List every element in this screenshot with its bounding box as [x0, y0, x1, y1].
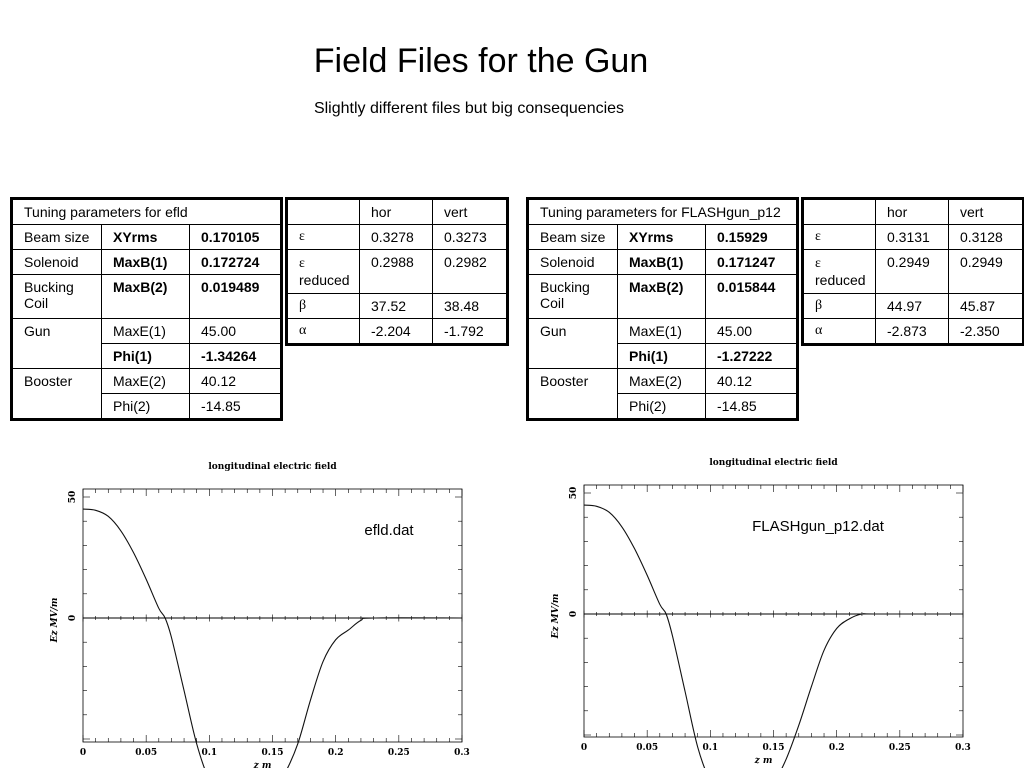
epsilon-symbol: ε: [287, 225, 360, 250]
x-tick-label: 0.15: [762, 743, 785, 753]
header-empty-cell: [287, 199, 360, 225]
efld-params-table: [10, 197, 283, 421]
beta-symbol: β: [287, 294, 360, 319]
x-tick-label: 0.05: [135, 748, 158, 758]
param-value: -14.85: [706, 394, 798, 420]
row-label: Solenoid: [12, 250, 102, 275]
x-tick-label: 0.2: [327, 748, 344, 758]
column-header: vert: [949, 199, 1024, 225]
row-label: Bucking Coil: [12, 275, 102, 319]
alpha-symbol: α: [803, 319, 876, 345]
file-name-label: FLASHgun_p12.dat: [752, 518, 884, 535]
row-label: Bucking Coil: [528, 275, 618, 319]
param-value: 40.12: [706, 369, 798, 394]
alpha-symbol: α: [287, 319, 360, 345]
emit-value: 0.2982: [433, 250, 508, 294]
emit-value: 0.2949: [949, 250, 1024, 294]
param-name: MaxE(1): [102, 319, 190, 344]
y-axis-label: Ez MV/m: [50, 597, 60, 643]
reduced-label: reduced: [815, 272, 866, 288]
emit-value: 0.3131: [876, 225, 949, 250]
param-value: 0.172724: [190, 250, 282, 275]
column-header: hor: [360, 199, 433, 225]
param-value: -1.27222: [706, 344, 798, 369]
param-value: 45.00: [190, 319, 282, 344]
x-tick-label: 0.1: [702, 743, 719, 753]
emit-value: 45.87: [949, 294, 1024, 319]
y-tick-label: 0: [68, 614, 78, 622]
emit-value: -1.792: [433, 319, 508, 345]
param-name: Phi(2): [618, 394, 706, 420]
x-tick-label: 0.25: [888, 743, 911, 753]
flash-field-plot: [548, 452, 973, 768]
row-label: Booster: [528, 369, 618, 420]
epsilon-symbol: ε: [299, 256, 305, 271]
param-value: 0.171247: [706, 250, 798, 275]
x-tick-label: 0.1: [201, 748, 218, 758]
epsilon-symbol: ε: [803, 225, 876, 250]
page-subtitle: Slightly different files but big consequencies: [313, 100, 625, 117]
emit-value: 38.48: [433, 294, 508, 319]
header-empty-cell: [803, 199, 876, 225]
x-tick-label: 0: [79, 748, 87, 758]
emit-value: -2.350: [949, 319, 1024, 345]
plot-title: longitudinal electric field: [208, 462, 337, 472]
field-curve: [83, 509, 462, 768]
param-name: MaxB(1): [102, 250, 190, 275]
row-label: [287, 250, 360, 294]
param-name: Phi(1): [618, 344, 706, 369]
beta-symbol: β: [803, 294, 876, 319]
param-value: 40.12: [190, 369, 282, 394]
param-value: 0.170105: [190, 225, 282, 250]
emit-value: 0.2988: [360, 250, 433, 294]
row-label: Beam size: [12, 225, 102, 250]
y-axis-label: Ez MV/m: [551, 593, 561, 639]
efld-emittance-table: [285, 197, 509, 346]
param-value: 0.015844: [706, 275, 798, 319]
emit-value: 0.3278: [360, 225, 433, 250]
column-header: hor: [876, 199, 949, 225]
param-value: 0.15929: [706, 225, 798, 250]
row-label: [803, 250, 876, 294]
emit-value: 0.3128: [949, 225, 1024, 250]
flash-params-table: [526, 197, 799, 421]
x-tick-label: 0.25: [387, 748, 410, 758]
param-value: 45.00: [706, 319, 798, 344]
efld-field-plot: [48, 455, 473, 768]
y-tick-label: 50: [68, 490, 78, 504]
row-label: Gun: [12, 319, 102, 369]
param-name: XYrms: [102, 225, 190, 250]
y-tick-label: 50: [569, 486, 579, 500]
field-plot-svg: [48, 455, 473, 768]
file-name-label: efld.dat: [364, 522, 414, 539]
x-tick-label: 0: [580, 743, 588, 753]
param-name: XYrms: [618, 225, 706, 250]
param-value: -14.85: [190, 394, 282, 420]
param-name: MaxE(2): [618, 369, 706, 394]
emit-value: 37.52: [360, 294, 433, 319]
row-label: Beam size: [528, 225, 618, 250]
emit-value: -2.873: [876, 319, 949, 345]
row-label: Booster: [12, 369, 102, 420]
plot-title: longitudinal electric field: [709, 458, 838, 468]
param-value: 0.019489: [190, 275, 282, 319]
emit-value: 0.2949: [876, 250, 949, 294]
x-tick-label: 0.15: [261, 748, 284, 758]
param-name: MaxB(1): [618, 250, 706, 275]
x-axis-label: z m: [253, 761, 272, 768]
emit-value: -2.204: [360, 319, 433, 345]
emit-value: 44.97: [876, 294, 949, 319]
y-tick-label: 0: [569, 610, 579, 618]
x-tick-label: 0.2: [828, 743, 845, 753]
field-curve: [584, 505, 963, 768]
param-name: Phi(1): [102, 344, 190, 369]
param-name: MaxB(2): [618, 275, 706, 319]
x-axis-label: z m: [754, 756, 773, 766]
column-header: vert: [433, 199, 508, 225]
epsilon-symbol: ε: [815, 256, 821, 271]
table-caption: Tuning parameters for FLASHgun_p12: [528, 199, 798, 225]
table-caption: Tuning parameters for efld: [12, 199, 282, 225]
reduced-label: reduced: [299, 272, 350, 288]
x-tick-label: 0.05: [636, 743, 659, 753]
param-value: -1.34264: [190, 344, 282, 369]
param-name: Phi(2): [102, 394, 190, 420]
emit-value: 0.3273: [433, 225, 508, 250]
param-name: MaxE(1): [618, 319, 706, 344]
row-label: Solenoid: [528, 250, 618, 275]
flash-emittance-table: [801, 197, 1024, 346]
param-name: MaxB(2): [102, 275, 190, 319]
page-title: Field Files for the Gun: [313, 42, 649, 80]
row-label: Gun: [528, 319, 618, 369]
x-tick-label: 0.3: [955, 743, 971, 753]
field-plot-svg: [548, 452, 973, 768]
param-name: MaxE(2): [102, 369, 190, 394]
x-tick-label: 0.3: [454, 748, 470, 758]
